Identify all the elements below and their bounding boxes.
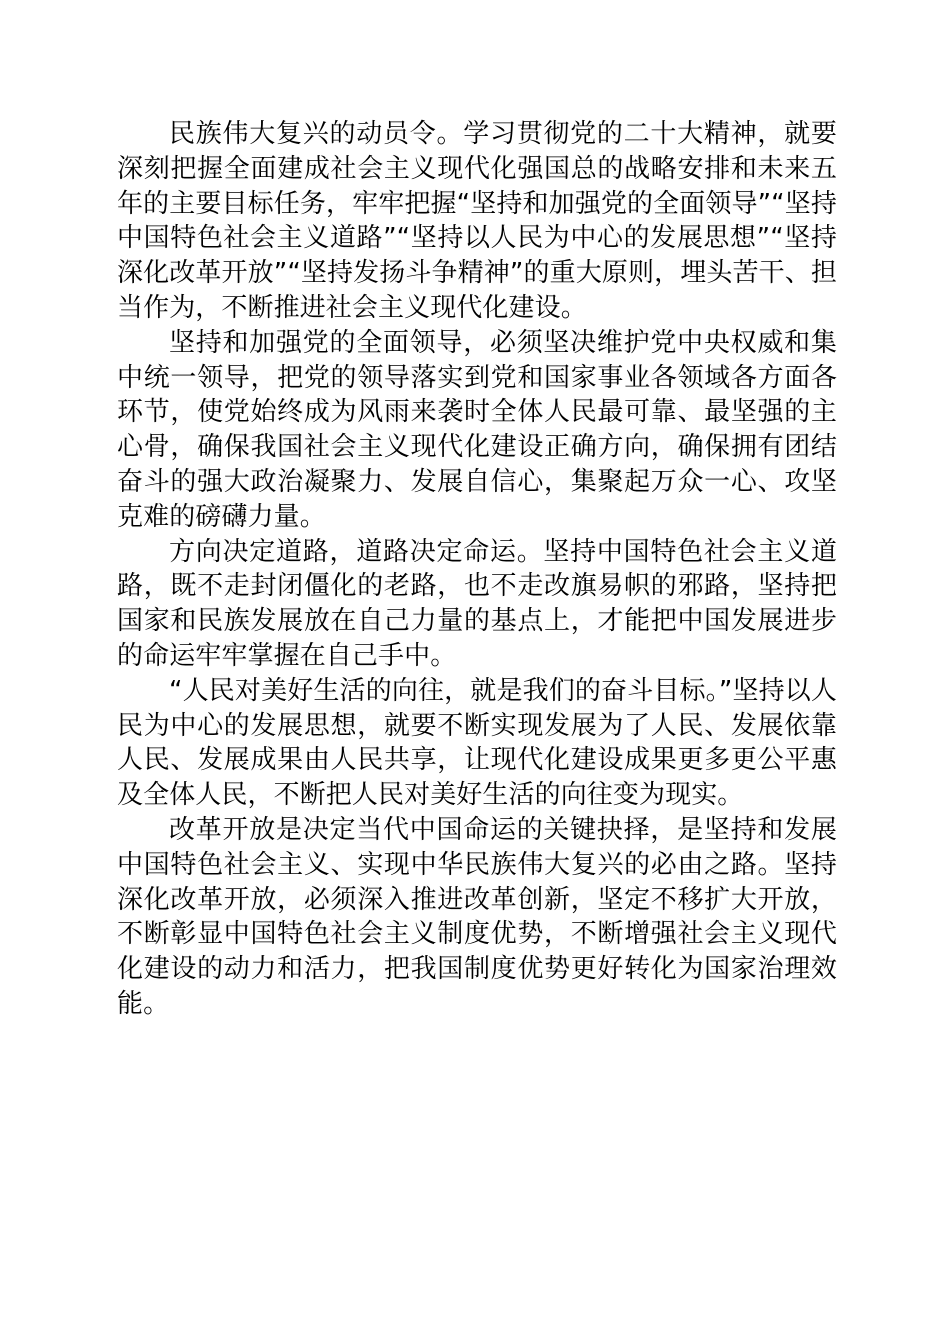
paragraph-1: 民族伟大复兴的动员令。学习贯彻党的二十大精神，就要深刻把握全面建成社会主义现代化强国总的战略安排和未来五年的主要目标任务，牢牢把握“坚持和加强党的全面领导”“坚持中国特色社会主义道路”“坚持以人民为中心的发展思想”“坚持深化改革开放”“坚持发扬斗争精神”的重大原则，埋头苦干、担当作为，不断推进社会主义现代化建设。	[117, 119, 837, 323]
paragraph-3: 方向决定道路，道路决定命运。坚持中国特色社会主义道路，既不走封闭僵化的老路，也不走改旗易帜的邪路，坚持把国家和民族发展放在自己力量的基点上，才能把中国发展进步的命运牢牢掌握在自己手中。	[117, 536, 837, 671]
body-text	[117, 117, 837, 1022]
paragraph-5: 改革开放是决定当代中国命运的关键抉择，是坚持和发展中国特色社会主义、实现中华民族伟大复兴的必由之路。坚持深化改革开放，必须深入推进改革创新，坚定不移扩大开放，不断彰显中国特色社会主义制度优势，不断增强社会主义现代化建设的动力和活力，把我国制度优势更好转化为国家治理效能。	[117, 814, 837, 1019]
paragraph-2: 坚持和加强党的全面领导，必须坚决维护党中央权威和集中统一领导，把党的领导落实到党和国家事业各领域各方面各环节，使党始终成为风雨来袭时全体人民最可靠、最坚强的主心骨，确保我国社会主义现代化建设正确方向，确保拥有团结奋斗的强大政治凝聚力、发展自信心，集聚起万众一心、攻坚克难的磅礴力量。	[117, 327, 837, 532]
paragraph-4: “人民对美好生活的向往，就是我们的奋斗目标。”坚持以人民为中心的发展思想，就要不断实现发展为了人民、发展依靠人民、发展成果由人民共享，让现代化建设成果更多更公平惠及全体人民，不断把人民对美好生活的向往变为现实。	[117, 675, 837, 811]
